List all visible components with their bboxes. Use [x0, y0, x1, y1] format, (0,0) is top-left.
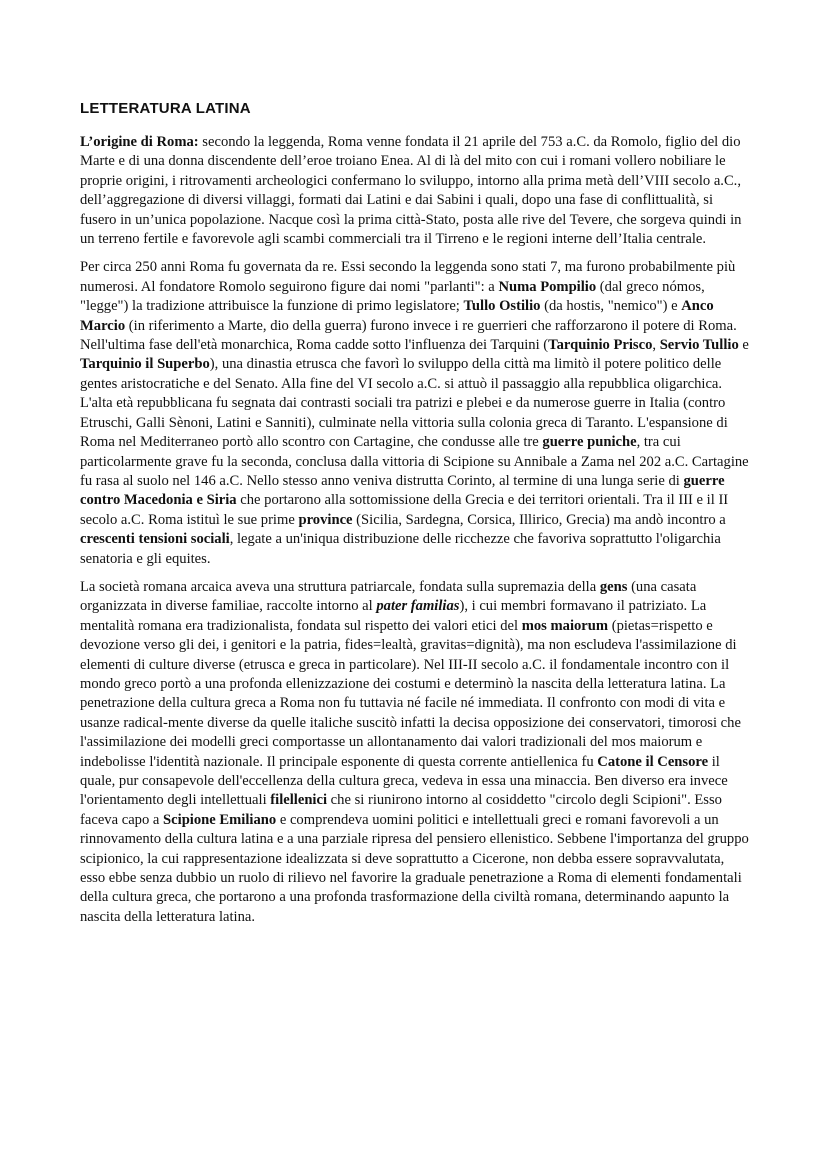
text-run: che si riunirono intorno al cosiddetto "circolo degli Scipioni". Esso faceva capo a [80, 792, 722, 828]
text-run: che portarono alla sottomissione della Grecia e dei territori orientali. Tra il III e il II secolo a.C. Roma istituì le sue prime [80, 492, 729, 528]
text-run: (pietas=rispetto e devozione verso gli dei, i genitori e la patria, fides=lealtà, gravitas=dignità), ma non escludeva l'assimilazione di elementi di culture diverse (etrusca e greca in particolare). Nel III-II secolo a.C. il fondamentale incontro con il mondo greco portò a una profonda ellenizzazione dei costumi e determinò la nascita della letteratura latina. La penetrazione della cultura greca a Roma non fu tuttavia né facile né immediata. Il confronto con modi di vita e usanze radical-mente diverse da quelle italiche suscitò infatti la decisa opposizione dei conservatori, timorosi che l'assimilazione dei modelli greci comportasse un allontanamento dai valori tradizionali del mos maiorum e indebolisse l'identità nazionale. Il principale esponente di questa corrente antiellenica fu [80, 617, 741, 770]
text-run: (da hostis, "nemico") e [540, 298, 682, 315]
bold-term: crescenti tensioni sociali [80, 531, 230, 548]
text-run: ), una dinastia etrusca che favorì lo sviluppo della città ma limitò il potere politico delle gentes aristocratiche e del Senato. Alla fine del VI secolo a.C. si attuò il passaggio alla repubblica oligarchica. L'alta età repubblicana fu segnata dai contrasti sociali tra patrizi e plebei e da numerose guerre in Italia (contro Etruschi, Galli Sènoni, Latini e Sanniti), culminate nella vittoria sulla colonia greca di Taranto. L'espansione di Roma nel Mediterraneo portò allo scontro con Cartagine, che condusse alle tre [80, 356, 728, 451]
bold-term: L’origine di Roma: [80, 134, 199, 150]
text-run: (Sicilia, Sardegna, Corsica, Illirico, Grecia) ma andò incontro a [352, 511, 726, 528]
text-run: (in riferimento a Marte, dio della guerra) furono invece i re guerrieri che rafforzarono il potere di Roma. Nell'ultima fase dell'età monarchica, Roma cadde sotto l'influenza dei Tarquini ( [80, 317, 737, 354]
bold-term: mos maiorum [521, 617, 609, 634]
paragraph-monarchy-republic [80, 258, 752, 569]
text-run: , tra cui particolarmente grave fu la seconda, conclusa dalla vittoria di Scipione su Annibale a Zama nel 202 a.C. Cartagine fu rasa al suolo nel 146 a.C. Nello stesso anno veniva distrutta Corinto, al termine di una lunga serie di [80, 434, 749, 489]
bold-term: guerre puniche [542, 434, 637, 451]
bold-term: province [298, 511, 353, 528]
bold-term: gens [599, 578, 628, 595]
bold-term: Tarquinio Prisco [548, 337, 653, 354]
text-run: , legate a un'iniqua distribuzione delle ricchezze che favoriva soprattutto l'oligarchia senatoria e gli equites. [80, 531, 721, 567]
text-run: ), i cui membri formavano il patriziato. La mentalità romana era tradizionalista, fondata sul rispetto dei valori etici del [80, 598, 707, 634]
paragraph-origins [80, 133, 752, 249]
document-title: LETTERATURA LATINA [80, 100, 251, 117]
bold-term: Tullo Ostilio [463, 298, 541, 315]
bold-term: Catone il Censore [597, 753, 709, 770]
bold-term: guerre contro Macedonia e Siria [80, 472, 725, 509]
bold-term: filellenici [270, 792, 328, 809]
bold-term-wrapper [376, 598, 459, 614]
paragraph-society-culture [80, 578, 752, 927]
text-run: (dal greco nómos, "legge") la tradizione attribuisce la funzione di primo legislatore; [80, 278, 705, 315]
text-run: La società romana arcaica aveva una struttura patriarcale, fondata sulla supremazia della [80, 578, 600, 595]
bold-term: Numa Pompilio [498, 278, 597, 295]
text-run: Per circa 250 anni Roma fu governata da re. Essi secondo la leggenda sono stati 7, ma furono probabilmente più numerosi. Al fondatore Romolo seguirono figure dai nomi "parlanti": a [80, 259, 736, 295]
bold-term: Scipione Emiliano [163, 811, 277, 828]
bold-term: Servio Tullio [659, 337, 739, 354]
document-page [80, 99, 752, 936]
bold-term: Anco Marcio [80, 298, 714, 334]
text-run: , [652, 337, 660, 354]
bold-term: Tarquinio il Superbo [80, 356, 210, 373]
text-run: e comprendeva uomini politici e intellettuali greci e romani favorevoli a un rinnovamento della cultura latina e a una parziale ripresa del pensiero ellenistico. Sebbene l'importanza del gruppo scipionico, la cui rappresentazione idealizzata si deve soprattutto a Cicerone, non debba essere sopravvalutata, esso ebbe senza dubbio un ruolo di rilievo nel favorire la graduale penetrazione a Roma di elementi fondamentali della cultura greca, che portarono a una profonda trasformazione della civiltà romana, determinando aapunto la nascita della letteratura latina. [80, 811, 749, 925]
text-run: secondo la leggenda, Roma venne fondata il 21 aprile del 753 a.C. da Romolo, figlio del dio Marte e di una donna discendente dell’eroe troiano Enea. Al di là del mito con cui i romani vollero nobiliare le proprie origini, i ritrovamenti archeologici confermano lo sviluppo, intorno alla prima metà dell’VIII secolo a.C., dell’aggregazione di diversi villaggi, formati dai Latini e dai Sabini i quali, dopo una fase di conflittualità, si fusero in un’unica popolazione. Nacque così la prima città-Stato, posta alle rive del Tevere, che sorgeva quindi in un terreno fertile e favorevole agli scambi commerciali tra il Tirreno e le regioni interne dell’Italia centrale. [80, 134, 742, 248]
text-run: e [738, 337, 749, 354]
text-run: (una casata organizzata in diverse familiae, raccolte intorno al [80, 578, 697, 615]
bold-italic-term: pater familias [376, 598, 460, 615]
text-run: il quale, pur consapevole dell'eccellenza della cultura greca, vedeva in essa una minaccia. Ben diverso era invece l'orientamento degli intellettuali [80, 753, 728, 809]
